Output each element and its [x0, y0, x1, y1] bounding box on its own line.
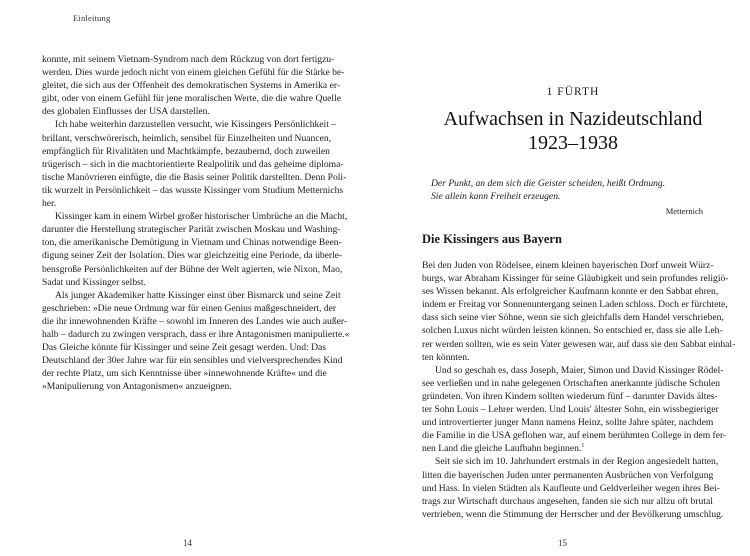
text-line: tische Manövrieren einfügte, die die Basis seiner Politik darstellten. Denn Poli- — [42, 171, 347, 183]
text-line: digung seiner Zeit der Isolation. Dies war gleichzeitig eine Periode, da überle- — [42, 250, 343, 262]
text-line: ses Wissen bekannt. Als erfolgreicher Kaufmann konnte er den Sabbat ehren, — [422, 286, 719, 298]
epigraph-line-2: Sie allein kann Freiheit erzeugen. — [431, 191, 561, 203]
chapter-title — [413, 108, 733, 155]
text-line: werden. Dies wurde jedoch nicht von einem gleichen Gefühl für die Stärke be- — [42, 67, 345, 79]
text-line: Als junger Akademiker hatte Kissinger einst über Bismarck und seine Zeit — [55, 289, 341, 301]
text-line: gründeten. Von ihren Kindern sollten wiederum fünf – darunter Davids ältes- — [422, 390, 718, 402]
text-line: Bei den Juden von Rödelsee, einem kleinen bayerischen Dorf unweit Würz- — [422, 260, 714, 271]
text-line: Deutschland der 30er Jahre war für ein sensibles und vielversprechendes Kind — [42, 355, 343, 367]
text-line: brillant, verschwörerisch, heimlich, sensibel für Einzelheiten und Nuancen, — [42, 132, 332, 144]
text-line: und introvertierter junger Mann namens Heinz, sollte Jahre später, nachdem — [422, 417, 714, 429]
left-page-body — [42, 53, 348, 393]
text-line: »Manipulierung von Antagonismen« anzueignen. — [42, 381, 232, 393]
epigraph-line-1: Der Punkt, an dem sich die Geister scheiden, heißt Ordnung. — [431, 178, 666, 189]
text-line: dass sich seine vier Söhne, wenn sie sich gleichfalls dem Handel verschrieben, — [422, 312, 724, 324]
paragraph — [42, 289, 348, 394]
text-line: konnte, mit seinem Vietnam-Syndrom nach dem Rückzug von dort fertigzu- — [42, 54, 335, 65]
text-line: geschrieben: »Die neue Ordnung war für einen Genius maßgeschneidert, der — [42, 302, 337, 314]
text-line: litten die bayerischen Juden unter permanenten Ausbrüchen von Verfolgung — [422, 469, 714, 481]
text-line: halb – dadurch zu zwingen versprach, dass er ihre Antagonismen manipulierte.« — [42, 328, 350, 340]
text-line: die ihr innewohnenden Kräfte – sowohl im Inneren des Landes wie auch außer- — [42, 315, 348, 327]
paragraph — [422, 259, 736, 364]
paragraph — [42, 210, 348, 289]
text-line: solchen Luxus nicht würden leisten können. So entschied er, dass sie alle Leh- — [422, 325, 723, 337]
text-line: Kissinger kam in einem Wirbel großer historischer Umbrüche an die Macht, — [55, 211, 348, 223]
chapter-number: 1 FÜRTH — [546, 86, 600, 98]
text-line: ter Sohn Louis – Lehrer werden. Und Louis' ältester Sohn, ein wissbegieriger — [422, 404, 719, 416]
right-page-body — [422, 259, 736, 521]
text-line: ten könnten. — [422, 351, 470, 363]
text-line: burgs, war Abraham Kissinger für seine Gläubigkeit und sein profundes religiö- — [422, 273, 729, 285]
page-number-right: 15 — [558, 538, 567, 548]
epigraph — [431, 177, 731, 203]
text-line: gleitet, die sich aus der Offenheit des demokratischen Systems in Amerika er- — [42, 80, 341, 92]
paragraph — [422, 364, 727, 456]
chapter-title-line-2: 1923–1938 — [528, 131, 618, 154]
text-line: Das Gleiche könnte für Kissinger und seine Zeit gesagt werden. Und: Das — [42, 342, 327, 354]
section-heading: Die Kissingers aus Bayern — [422, 232, 562, 246]
epigraph-source: Metternich — [665, 206, 703, 216]
paragraph — [42, 53, 348, 118]
text-line: die Familie in die USA geflohen war, auf einem berühmten College in dem fer- — [422, 430, 727, 442]
text-line: her. — [42, 198, 57, 210]
text-line: Sadat und Kissinger selbst. — [42, 276, 146, 288]
footnote-mark: 1 — [581, 443, 585, 450]
text-line: darunter die Herstellung strategischer Parität zwischen Moskau und Washing- — [42, 224, 341, 236]
text-line: der rechte Platz, um sich Kenntnisse über »innewohnende Kräfte« und die — [42, 368, 327, 380]
text-line: empfänglich für Rivalitäten und Machtkämpfe, bezaubernd, doch zuweilen — [42, 145, 330, 157]
text-line: bensgroße Persönlichkeiten auf der Bühne der Welt agierten, wie Nixon, Mao, — [42, 263, 343, 275]
text-line: trags zur Wirtschaft durchaus angesehen, fanden sie sich nur allzu oft brutal — [422, 495, 713, 507]
text-line: gibt, oder von einem Gefühl für jene moralischen Werte, die die wahre Quelle — [42, 93, 342, 105]
paragraph — [42, 118, 348, 210]
text-line: Und so geschah es, dass Joseph, Maier, Simon und David Kissinger Rödel- — [435, 364, 724, 376]
text-line: und Hass. In vielen Städten als Kaufleute und Geldverleiher wegen ihres Bei- — [422, 482, 720, 494]
page-number-left: 14 — [183, 538, 192, 548]
text-line: Seit sie sich im 10. Jahrhundert erstmals in der Region angesiedelt hatten, — [435, 456, 719, 468]
text-line: trügerisch – sich in die machtorientierte Realpolitik und das geheime diploma- — [42, 158, 344, 170]
text-line: vertrieben, wenn die Stimmung der Herrscher und der Bevölkerung umschlug. — [422, 508, 724, 520]
text-line: ton, die amerikanische Demütigung in Vietnam und Chinas notwendige Been- — [42, 237, 342, 249]
text-line: rer werden sollten, wie es sein Vater gewesen war, auf dass sie den Sabbat einhal- — [422, 338, 736, 350]
text-line: nen Land die gleiche Laufbahn beginnen.$^1$ — [422, 443, 585, 455]
paragraph — [422, 455, 722, 520]
right-page — [375, 0, 750, 556]
text-line: des globalen Einflusses der USA darstellen. — [42, 106, 210, 118]
chapter-title-line-1: Aufwachsen in Nazideutschland — [443, 108, 703, 130]
text-line: Ich habe weiterhin darzustellen versucht, wie Kissingers Persönlichkeit – — [55, 119, 337, 131]
running-head: Einleitung — [73, 13, 111, 23]
text-line: see verließen und in nahe gelegenen Ortschaften anerkannte jüdische Schulen — [422, 377, 721, 389]
text-line: indem er Freitag vor Sonnenuntergang seinen Laden schloss. Doch er fürchtete, — [422, 299, 728, 311]
text-line: tik wurzelt in Persönlichkeit – das wusste Kissinger vom Studium Metternichs — [42, 184, 344, 196]
